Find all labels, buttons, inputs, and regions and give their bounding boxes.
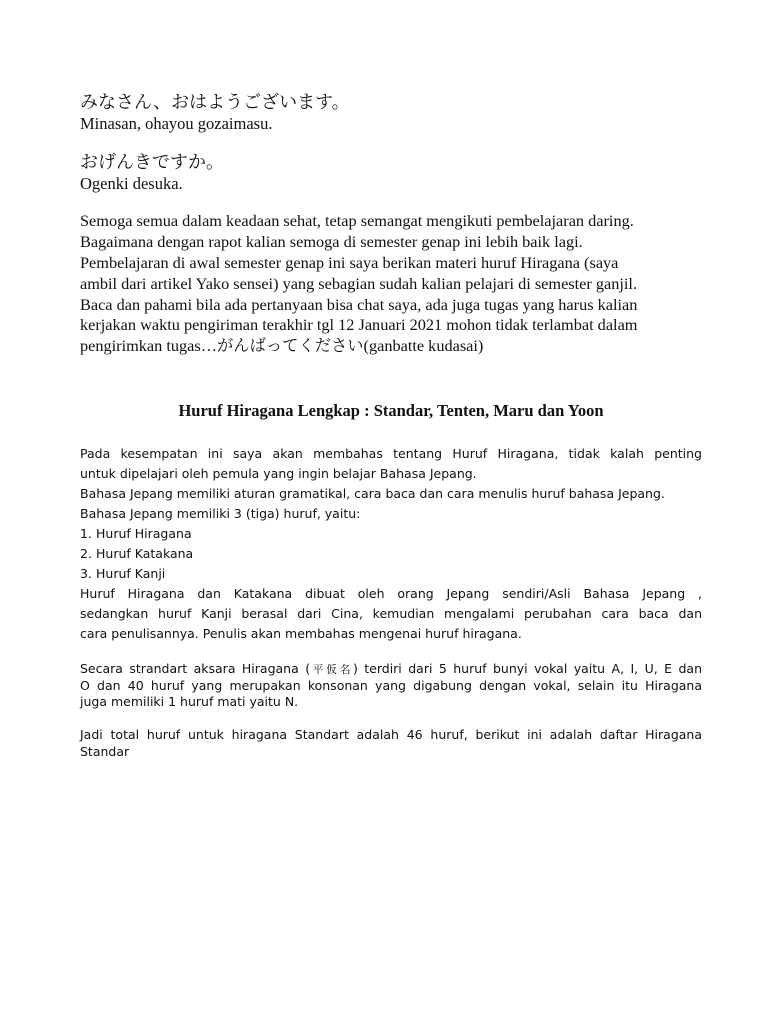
article-paragraph-1 xyxy=(80,444,702,644)
intro-line: kerjakan waktu pengiriman terakhir tgl 12 Januari 2021 mohon tidak terlambat dalam xyxy=(80,315,638,335)
paragraph-line: sedangkan huruf Kanji berasal dari Cina, kemudian mengalami perubahan cara baca dan xyxy=(80,606,702,621)
intro-line: pengirimkan tugas…がんばってください(ganbatte kudasai) xyxy=(80,336,484,356)
intro-line: Semoga semua dalam keadaan sehat, tetap semangat mengikuti pembelajaran daring. xyxy=(80,211,634,230)
list-number: 3. xyxy=(80,566,92,581)
paragraph-line xyxy=(80,661,702,678)
article-paragraph-2 xyxy=(80,661,702,711)
list-text: Huruf Kanji xyxy=(96,566,166,581)
intro-line: Baca dan pahami bila ada pertanyaan bisa chat saya, ada juga tugas yang harus kalian xyxy=(80,294,638,314)
text-segment: ) terdiri dari 5 huruf bunyi vokal yaitu A, I, U, E dan xyxy=(352,661,702,676)
greeting-japanese-2: おげんきですか。 xyxy=(80,152,224,173)
hiragana-kanji-term: 平仮名 xyxy=(310,663,353,676)
article-paragraph-3 xyxy=(80,727,702,760)
paragraph-line: cara penulisannya. Penulis akan membahas mengenai huruf hiragana. xyxy=(80,626,522,641)
greeting-romaji-1: Minasan, ohayou gozaimasu. xyxy=(80,114,273,133)
text-segment: Secara strandart aksara Hiragana ( xyxy=(80,661,311,676)
paragraph-line: Bahasa Jepang memiliki 3 (tiga) huruf, yaitu: xyxy=(80,506,361,521)
intro-paragraph xyxy=(80,211,710,357)
paragraph-line: Pada kesempatan ini saya akan membahas tentang Huruf Hiragana, tidak kalah penting xyxy=(80,446,702,461)
paragraph-line: O dan 40 huruf yang merupakan konsonan yang digabung dengan vokal, selain itu Hiragana xyxy=(80,677,702,693)
greeting-romaji-2: Ogenki desuka. xyxy=(80,174,183,193)
list-text: Huruf Katakana xyxy=(96,546,194,561)
greeting-japanese-1: みなさん、おはようございます。 xyxy=(80,92,350,113)
paragraph-line: Jadi total huruf untuk hiragana Standart adalah 46 huruf, berikut ini adalah daftar Hiragana xyxy=(80,727,702,742)
list-item xyxy=(80,544,702,564)
paragraph-line: juga memiliki 1 huruf mati yaitu N. xyxy=(80,694,299,709)
list-text: Huruf Hiragana xyxy=(96,526,192,541)
article-title: Huruf Hiragana Lengkap : Standar, Tenten, Maru dan Yoon xyxy=(178,401,604,420)
paragraph-line: Standar xyxy=(80,743,130,759)
paragraph-line: untuk dipelajari oleh pemula yang ingin belajar Bahasa Jepang. xyxy=(80,466,477,481)
paragraph-line: Bahasa Jepang memiliki aturan gramatikal, cara baca dan cara menulis huruf bahasa Jepang. xyxy=(80,486,665,501)
paragraph-line: Huruf Hiragana dan Katakana dibuat oleh orang Jepang sendiri/Asli Bahasa Jepang , xyxy=(80,586,702,601)
intro-line: ambil dari artikel Yako sensei) yang sebagian sudah kalian pelajari di semester ganjil. xyxy=(80,273,638,293)
list-item xyxy=(80,564,702,584)
list-number: 1. xyxy=(80,526,92,541)
list-item xyxy=(80,524,702,544)
script-types-list xyxy=(80,524,702,584)
intro-line: Pembelajaran di awal semester genap ini saya berikan materi huruf Hiragana (saya xyxy=(80,252,619,272)
list-number: 2. xyxy=(80,546,92,561)
intro-line: Bagaimana dengan rapot kalian semoga di semester genap ini lebih baik lagi. xyxy=(80,231,583,251)
